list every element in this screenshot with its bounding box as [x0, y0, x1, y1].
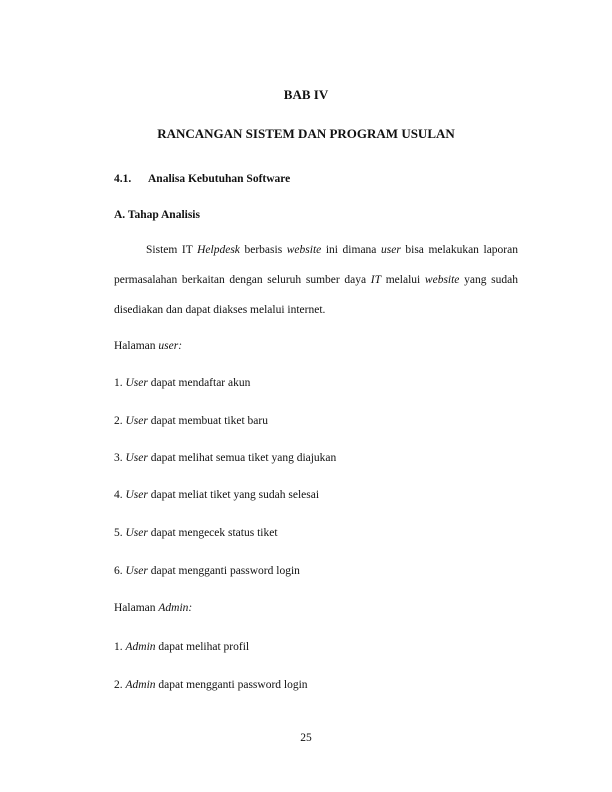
item-number: 2. [114, 415, 126, 427]
item-role: User [125, 565, 148, 577]
text-run-italic: website [424, 274, 460, 286]
admin-list-item-2 [114, 678, 308, 692]
text-run-italic: Helpdesk [197, 244, 240, 256]
paragraph-line-3: disediakan dan dapat diakses melalui internet. [114, 304, 326, 316]
item-text: dapat mengganti password login [155, 679, 308, 691]
user-section-label [114, 339, 182, 353]
item-role: Admin [125, 679, 156, 691]
admin-section-label [114, 601, 192, 615]
item-number: 1. [114, 641, 126, 653]
item-text: dapat melihat profil [155, 641, 250, 653]
item-number: 2. [114, 679, 126, 691]
label-italic: user: [158, 340, 183, 352]
item-text: dapat mendaftar akun [147, 377, 251, 389]
item-text: dapat mengganti password login [147, 565, 300, 577]
chapter-number: BAB IV [283, 87, 329, 102]
text-run-italic: website [286, 244, 322, 256]
item-role: User [125, 452, 148, 464]
paragraph-line-1 [114, 243, 518, 257]
user-list-item-5 [114, 526, 278, 540]
item-number: 6. [114, 565, 126, 577]
text-run: melalui [381, 274, 425, 286]
text-run-italic: user [380, 244, 401, 256]
text-run: Sistem IT [146, 244, 198, 256]
text-run-italic: IT [370, 274, 382, 286]
item-number: 4. [114, 489, 126, 501]
section-number: 4.1. [114, 173, 132, 185]
item-text: dapat membuat tiket baru [147, 415, 268, 427]
item-role: Admin [125, 641, 156, 653]
label-italic: Admin: [158, 602, 193, 614]
item-number: 3. [114, 452, 126, 464]
item-text: dapat melihat semua tiket yang diajukan [147, 452, 337, 464]
item-role: User [125, 377, 148, 389]
label-text: Halaman [114, 602, 159, 614]
admin-list-item-1 [114, 640, 249, 654]
subsection-title: A. Tahap Analisis [114, 209, 200, 221]
text-run: bisa melakukan laporan [400, 244, 518, 256]
item-text: dapat mengecek status tiket [147, 527, 278, 539]
item-number: 1. [114, 377, 126, 389]
user-list-item-6 [114, 564, 300, 578]
user-list-item-2 [114, 414, 268, 428]
section-title: Analisa Kebutuhan Software [148, 173, 291, 185]
text-run: berbasis [239, 244, 287, 256]
user-list-item-4 [114, 488, 319, 502]
page-number: 25 [300, 732, 312, 744]
item-number: 5. [114, 527, 126, 539]
item-role: User [125, 489, 148, 501]
user-list-item-1 [114, 376, 250, 390]
text-run: yang sudah [459, 274, 518, 286]
chapter-title: RANCANGAN SISTEM DAN PROGRAM USULAN [157, 126, 455, 141]
text-run: ini dimana [321, 244, 381, 256]
text-run: permasalahan berkaitan dengan seluruh sumber daya [114, 274, 371, 286]
paragraph-line-2 [114, 273, 518, 287]
user-list-item-3 [114, 451, 336, 465]
item-role: User [125, 527, 148, 539]
item-text: dapat meliat tiket yang sudah selesai [147, 489, 320, 501]
label-text: Halaman [114, 340, 159, 352]
item-role: User [125, 415, 148, 427]
